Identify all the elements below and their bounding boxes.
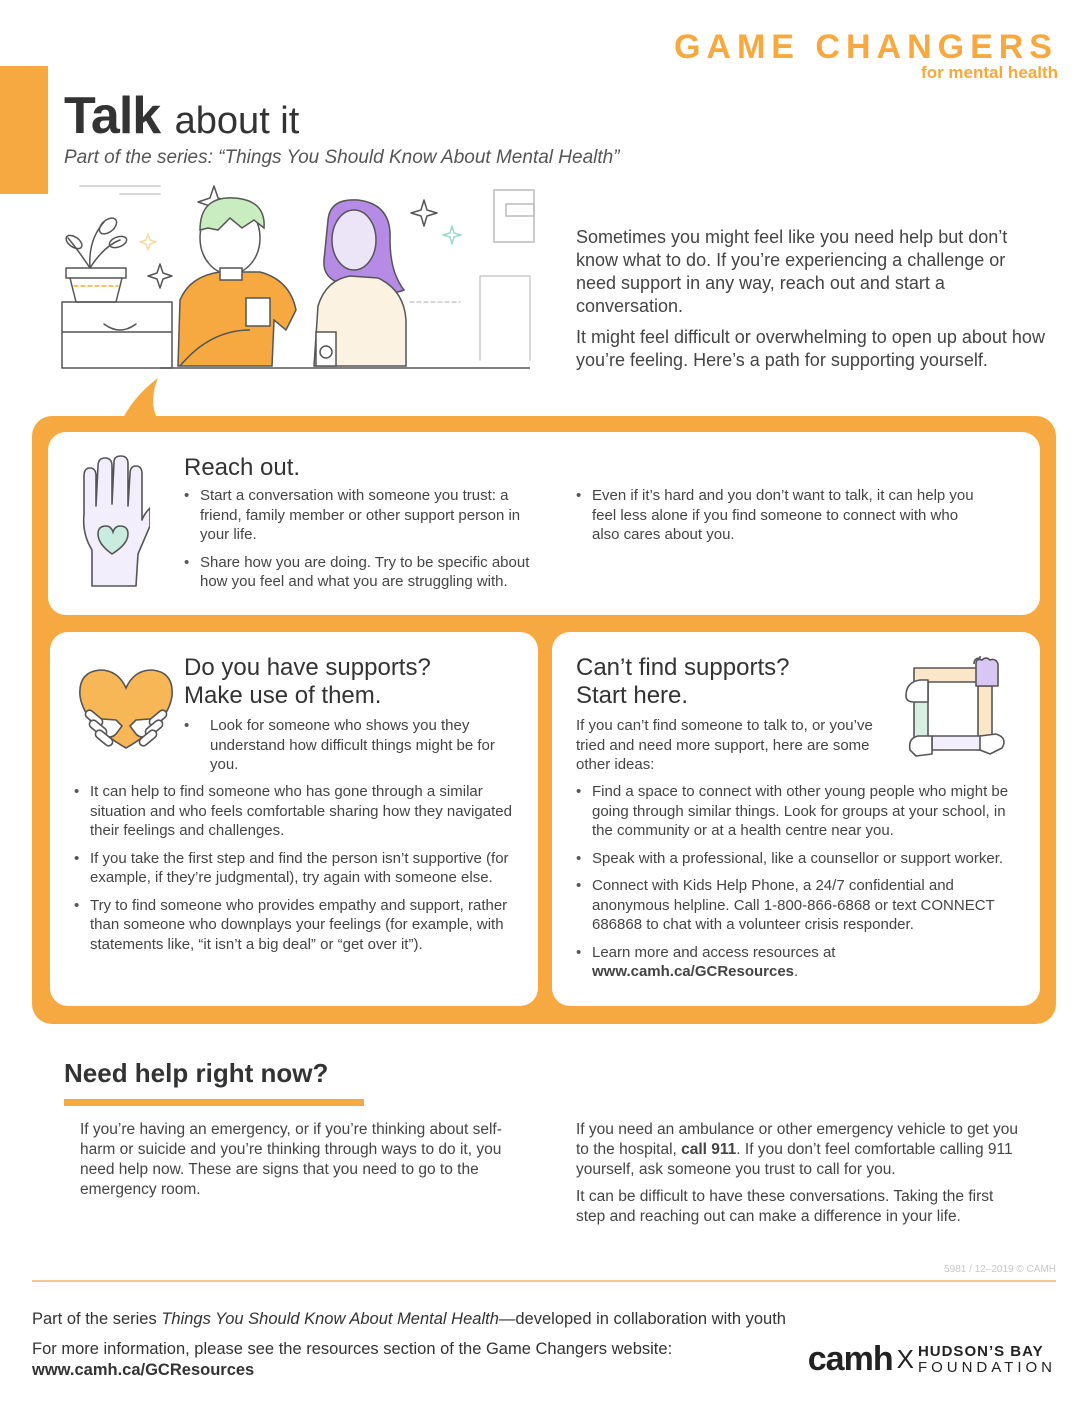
list-item bbox=[576, 943, 1024, 982]
supports-title-1: Do you have supports? bbox=[184, 654, 431, 681]
speech-bubble-tail bbox=[118, 376, 164, 420]
logo-x: X bbox=[896, 1344, 914, 1374]
no-supports-card bbox=[552, 632, 1040, 1006]
need-help-text: . If you don’t feel comfortable calling 911 yourself, ask someone you trust to call for you. bbox=[576, 1141, 1013, 1178]
need-help-text: If you need an ambulance or other emergency vehicle to get you to the hospital, bbox=[576, 1121, 1019, 1158]
hands-holding-heart-icon bbox=[76, 664, 176, 756]
brand-header bbox=[674, 30, 1058, 82]
no-supports-intro: If you can’t find someone to talk to, or you’ve tried and need more support, here are some other ideas: bbox=[576, 717, 873, 773]
camh-logo: camh bbox=[807, 1340, 893, 1378]
hand-heart-icon bbox=[78, 454, 150, 590]
supports-card bbox=[50, 632, 538, 1006]
list-item: • Even if it’s hard and you don’t want to talk, it can help you feel less alone if you find someone to connect with who also cares about you. bbox=[576, 486, 976, 545]
reach-out-card bbox=[48, 432, 1040, 615]
hbf-logo bbox=[918, 1344, 1056, 1376]
list-item: • Find a space to connect with other young people who might be going through similar things. Look for groups at your school, in the community or at a health centre near you. bbox=[576, 782, 1024, 841]
page-title-bold: Talk bbox=[64, 87, 161, 145]
need-help-paragraph bbox=[576, 1120, 1026, 1180]
page-title-rest: about it bbox=[174, 100, 300, 142]
list-item: • Look for someone who shows you they understand how difficult things might be for you. bbox=[184, 716, 504, 775]
list-item: • Start a conversation with someone you trust: a friend, family member or other support person in your life. bbox=[184, 486, 544, 545]
list-item: • Speak with a professional, like a counsellor or support worker. bbox=[576, 849, 1024, 869]
supports-title-2: Make use of them. bbox=[184, 682, 382, 709]
list-item: • It can help to find someone who has gone through a similar situation and who feels comfortable sharing how they navigated their feelings and challenges. bbox=[74, 782, 522, 841]
call-911-text: call 911 bbox=[681, 1141, 737, 1158]
intro-paragraph: It might feel difficult or overwhelming to open up about how you’re feeling. Here’s a path for supporting yourself. bbox=[576, 327, 1045, 370]
need-help-right bbox=[576, 1120, 1026, 1234]
hbf-logo-line2: FOUNDATION bbox=[917, 1358, 1056, 1376]
page-title bbox=[64, 86, 299, 151]
brand-title: GAME CHANGERS bbox=[673, 28, 1058, 66]
no-supports-title-1: Can’t find supports? bbox=[576, 654, 790, 681]
footer-series-name: Things You Should Know About Mental Health bbox=[161, 1310, 499, 1328]
footer-text: —developed in collaboration with youth bbox=[498, 1310, 786, 1328]
intro-paragraph: Sometimes you might feel like you need help but don’t know what to do. If you’re experiencing a challenge or need support in any way, reach out and start a conversation. bbox=[576, 227, 1008, 316]
need-help-title: Need help right now? bbox=[64, 1058, 329, 1088]
footer-text: Part of the series bbox=[32, 1310, 162, 1328]
footer-info-line: For more information, please see the resources section of the Game Changers website: bbox=[32, 1340, 673, 1358]
intro-text bbox=[576, 226, 1046, 380]
need-help-left-text: If you’re having an emergency, or if you’re thinking about self-harm or suicide and you’re thinking through ways to do it, you need help now. These are signs that you need to go to the emergency room. bbox=[80, 1121, 502, 1198]
list-item: • Connect with Kids Help Phone, a 24/7 confidential and anonymous helpline. Call 1-800-866-6868 or text CONNECT 686868 to chat with a volunteer crisis responder. bbox=[576, 876, 1024, 935]
document-code: 5981 / 12–2019 © CAMH bbox=[944, 1264, 1056, 1275]
no-supports-title-2: Start here. bbox=[576, 682, 689, 709]
list-item-end: . bbox=[794, 963, 799, 980]
list-item: • Share how you are doing. Try to be specific about how you feel and what you are struggling with. bbox=[184, 553, 544, 592]
list-item-text: Learn more and access resources at bbox=[592, 943, 836, 961]
linked-hands-icon bbox=[904, 656, 1008, 762]
resources-link[interactable]: www.camh.ca/GCResources bbox=[592, 963, 795, 980]
brand-subtitle: for mental health bbox=[921, 63, 1058, 82]
hbf-logo-line1: HUDSON’S BAY bbox=[917, 1342, 1044, 1360]
reach-out-title: Reach out. bbox=[184, 454, 301, 481]
list-item: • Try to find someone who provides empathy and support, rather than someone who downplays your feelings (for example, with statements like, “it isn’t a big deal” or “get over it”). bbox=[74, 896, 522, 955]
orange-tab-decoration bbox=[0, 66, 48, 194]
list-item: • If you take the first step and find the person isn’t supportive (for example, if they’re judgmental), try again with someone else. bbox=[74, 849, 522, 888]
need-help-paragraph: It can be difficult to have these conversations. Taking the first step and reaching out can make a difference in your life. bbox=[576, 1188, 994, 1225]
need-help-underline bbox=[64, 1099, 364, 1106]
page-subtitle: Part of the series: “Things You Should Know About Mental Health” bbox=[64, 147, 620, 168]
footer-divider bbox=[32, 1280, 1056, 1282]
footer-series-line bbox=[32, 1310, 786, 1329]
footer-link[interactable]: www.camh.ca/GCResources bbox=[32, 1361, 255, 1379]
partner-logos bbox=[808, 1340, 1056, 1379]
